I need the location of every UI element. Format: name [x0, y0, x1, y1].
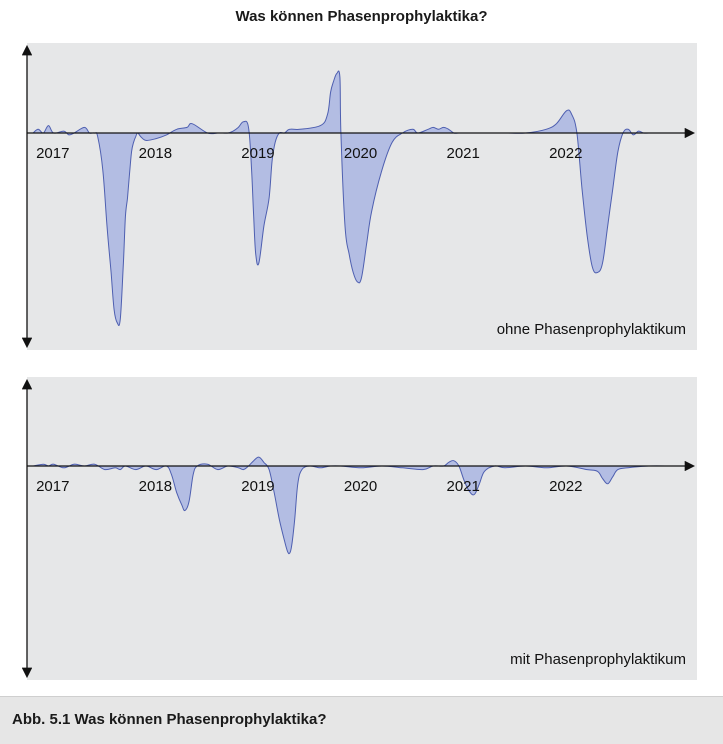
tick-label-2019: 2019 [241, 478, 275, 495]
tick-label-2022: 2022 [549, 145, 583, 162]
caption-bar [0, 696, 723, 744]
tick-label-2021: 2021 [446, 478, 480, 495]
figure-caption: Abb. 5.1 Was können Phasenprophylaktika? [12, 711, 327, 728]
tick-label-2018: 2018 [138, 145, 173, 162]
tick-label-2018: 2018 [138, 478, 173, 495]
tick-label-2019: 2019 [241, 145, 275, 162]
panel-label-mit: mit Phasenprophylaktikum [510, 651, 686, 668]
figure-title: Was können Phasenprophylaktika? [235, 8, 488, 25]
tick-label-2020: 2020 [343, 145, 378, 162]
panel-background [27, 377, 697, 680]
tick-label-2017: 2017 [36, 145, 70, 162]
chart-panel-ohne [27, 43, 697, 350]
chart-panel-mit [27, 377, 697, 680]
tick-label-2020: 2020 [343, 478, 378, 495]
tick-label-2022: 2022 [549, 478, 583, 495]
tick-label-2021: 2021 [446, 145, 480, 162]
panel-label-ohne: ohne Phasenprophylaktikum [496, 321, 686, 338]
tick-label-2017: 2017 [36, 478, 70, 495]
